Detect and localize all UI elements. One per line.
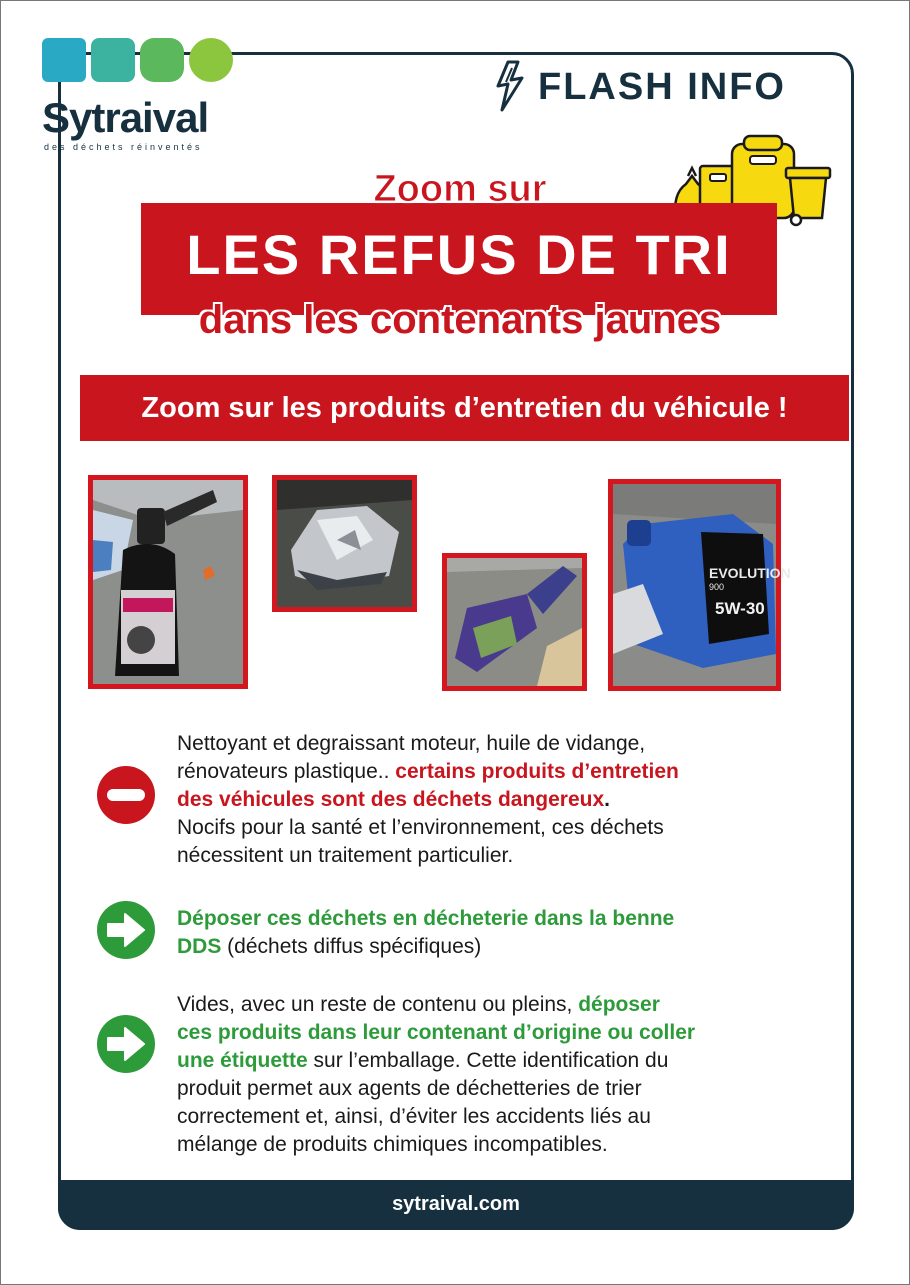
s3-line3-plain: sur l’emballage. Cette identification du — [307, 1049, 669, 1072]
title-zoom-sur: Zoom sur — [373, 168, 547, 210]
lightning-bolt-icon — [494, 60, 526, 112]
s2-line2-emphasis: DDS — [177, 935, 222, 958]
title-sub: dans les contenants jaunes — [198, 298, 722, 342]
no-entry-icon — [95, 764, 157, 826]
s2-line2 — [177, 933, 817, 961]
s3-line3 — [177, 1047, 817, 1075]
s2-line1: Déposer ces déchets en décheterie dans la benne — [177, 907, 675, 930]
s3-line5: correctement et, ainsi, d’éviter les accidents liés au — [177, 1105, 651, 1128]
topic-banner — [80, 375, 849, 441]
photo-crushed-packaging — [272, 475, 417, 612]
section-drop-off — [177, 905, 817, 961]
s3-line1-plain: Vides, avec un reste de contenu ou pleins, — [177, 993, 579, 1016]
s3-line1-emphasis: déposer — [578, 993, 660, 1016]
s1-line2 — [177, 758, 817, 786]
s1-line3-plain: . — [604, 788, 611, 811]
photo-oil-can — [608, 479, 791, 691]
s1-line5: nécessitent un traitement particulier. — [177, 844, 514, 867]
s1-line2-emphasis: certains produits d’entretien — [395, 760, 679, 783]
flash-info-label: FLASH INFO — [538, 66, 786, 108]
oil-label-series: 900 — [709, 582, 725, 592]
s1-line4: Nocifs pour la santé et l’environnement, ces déchets — [177, 816, 664, 839]
logo-squares-icon — [42, 36, 238, 86]
photo-spray-bottle — [88, 475, 248, 689]
section-original-container — [177, 991, 817, 1159]
s1-line3-emphasis: des véhicules sont des déchets dangereux — [177, 788, 605, 811]
photo-purple-tube — [442, 553, 587, 691]
s3-line3-emphasis: une étiquette — [177, 1049, 308, 1072]
s1-line1: Nettoyant et degraissant moteur, huile de vidange, — [177, 732, 646, 755]
footer-bar — [58, 1180, 854, 1230]
s3-line1 — [177, 991, 817, 1019]
sytraival-logo — [42, 36, 242, 156]
s3-line2: ces produits dans leur contenant d’origine ou coller — [177, 1021, 696, 1044]
arrow-right-icon — [95, 1013, 157, 1075]
arrow-right-icon — [95, 899, 157, 961]
s2-line2-plain: (déchets diffus spécifiques) — [221, 935, 482, 958]
s3-line4: produit permet aux agents de déchetteries de trier — [177, 1077, 642, 1100]
footer-website-link[interactable]: sytraival.com — [392, 1193, 520, 1215]
section-dangerous-waste — [177, 730, 817, 870]
s1-line3 — [177, 786, 817, 814]
logo-tagline: des déchets réinventés — [44, 142, 203, 152]
flash-info-header — [494, 56, 839, 116]
oil-label-brand: EVOLUTION — [709, 565, 791, 581]
s1-line2-plain: rénovateurs plastique.. — [177, 760, 396, 783]
oil-label-grade: 5W-30 — [715, 599, 765, 618]
logo-wordmark: Sytraival — [42, 94, 209, 141]
s3-line6: mélange de produits chimiques incompatibles. — [177, 1133, 608, 1156]
topic-banner-text: Zoom sur les produits d’entretien du véhicule ! — [141, 392, 788, 424]
title-main: LES REFUS DE TRI — [186, 223, 732, 286]
